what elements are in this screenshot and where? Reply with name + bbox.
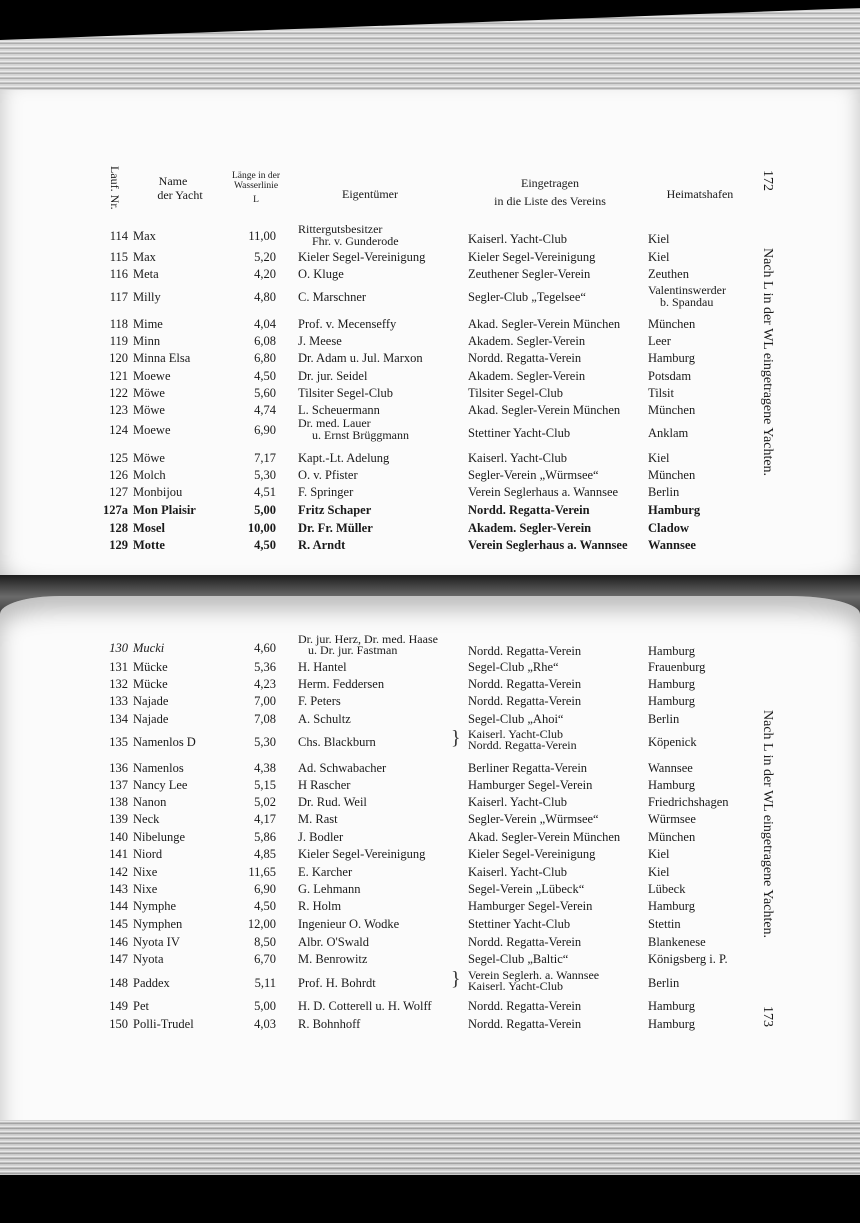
cell-owner: G. Lehmann: [298, 882, 361, 896]
cell-number: 120: [109, 351, 128, 365]
cell-owner: A. Schultz: [298, 712, 351, 726]
cell-yacht-name: Molch: [133, 468, 166, 482]
cell-yacht-name: Meta: [133, 267, 159, 281]
cell-owner: Dr. Adam u. Jul. Marxon: [298, 351, 423, 365]
cell-club: Kaiserl. Yacht-Club: [468, 727, 563, 741]
cell-yacht-name: Nymphen: [133, 917, 183, 931]
cell-club-line2: Kaiserl. Yacht-Club: [468, 979, 563, 993]
header-name-line1: Name: [158, 174, 188, 188]
cell-owner: H. Hantel: [298, 660, 347, 674]
cell-club: Segler-Verein „Würmsee“: [468, 812, 599, 826]
cell-length: 5,00: [254, 999, 276, 1013]
cell-length: 5,20: [254, 250, 276, 264]
cell-club: Kaiserl. Yacht-Club: [468, 232, 567, 246]
cell-number: 139: [109, 812, 128, 826]
cell-number: 148: [109, 976, 128, 990]
table-row: [0, 847, 860, 865]
cell-number: 130: [109, 641, 128, 655]
cell-owner: Prof. v. Mecenseffy: [298, 317, 397, 331]
cell-port-line2: b. Spandau: [660, 295, 714, 309]
cell-port: München: [648, 317, 696, 331]
header-club-line2: in die Liste des Vereins: [494, 194, 606, 208]
cell-length: 10,00: [247, 521, 276, 535]
table-row: [0, 416, 860, 442]
cell-number: 147: [109, 952, 128, 966]
cell-length: 4,50: [254, 538, 276, 552]
table-row: [0, 521, 860, 539]
cell-length: 5,11: [254, 976, 276, 990]
cell-length: 7,17: [254, 451, 276, 465]
cell-number: 145: [109, 917, 128, 931]
table-row: [0, 250, 860, 268]
header-length-line3: L: [253, 195, 259, 205]
table-row: [0, 727, 860, 753]
header-lauf-nr: Lauf. Nr.: [108, 166, 122, 210]
cell-yacht-name: Najade: [133, 694, 169, 708]
cell-port: Lübeck: [648, 882, 686, 896]
cell-number: 138: [109, 795, 128, 809]
cell-number: 149: [109, 999, 128, 1013]
table-row: [0, 712, 860, 730]
cell-club: Kaiserl. Yacht-Club: [468, 865, 567, 879]
cell-club: Verein Seglerhaus a. Wannsee: [468, 485, 619, 499]
table-row: [0, 917, 860, 935]
table-row: [0, 882, 860, 900]
cell-yacht-name: Minn: [133, 334, 161, 348]
cell-length: 6,90: [254, 423, 276, 437]
cell-port: München: [648, 830, 696, 844]
cell-owner: M. Benrowitz: [298, 952, 368, 966]
cell-club: Kieler Segel-Vereinigung: [468, 847, 596, 861]
cell-owner: E. Karcher: [298, 865, 353, 879]
cell-owner: J. Bodler: [298, 830, 344, 844]
cell-length: 4,38: [254, 761, 276, 775]
table-row: [0, 761, 860, 779]
cell-port: Berlin: [648, 485, 680, 499]
cell-number: 115: [109, 250, 128, 264]
cell-port: Königsberg i. P.: [648, 952, 728, 966]
cell-length: 7,08: [254, 712, 276, 726]
cell-yacht-name: Najade: [133, 712, 169, 726]
cell-owner-line2: u. Ernst Brüggmann: [312, 428, 409, 442]
table-row: [0, 503, 860, 521]
cell-owner: C. Marschner: [298, 290, 367, 304]
table-row: [0, 660, 860, 678]
cell-club: Akad. Segler-Verein München: [468, 317, 621, 331]
cell-port: Kiel: [648, 250, 670, 264]
cell-owner: Kapt.-Lt. Adelung: [298, 451, 390, 465]
cell-number: 140: [109, 830, 128, 844]
cell-owner: F. Springer: [298, 485, 354, 499]
cell-length: 5,02: [254, 795, 276, 809]
cell-owner: Dr. med. Lauer: [298, 416, 371, 430]
table-row: [0, 935, 860, 953]
cell-port: Tilsit: [648, 386, 674, 400]
table-row: [0, 694, 860, 712]
cell-yacht-name: Polli-Trudel: [133, 1017, 194, 1031]
cell-port: Hamburg: [648, 644, 695, 658]
cell-owner: Kieler Segel-Vereinigung: [298, 847, 426, 861]
cell-club: Akadem. Segler-Verein: [468, 334, 586, 348]
header-length-line1: Länge in der: [231, 171, 280, 181]
cell-length: 5,30: [254, 735, 276, 749]
cell-club: Zeuthener Segler-Verein: [468, 267, 591, 281]
side-title-bottom: Nach L in der WL eingetragene Yachten.: [760, 710, 775, 939]
table-row: [0, 386, 860, 404]
table-row: [0, 778, 860, 796]
cell-yacht-name: Motte: [133, 538, 165, 552]
cell-yacht-name: Minna Elsa: [133, 351, 191, 365]
cell-number: 150: [109, 1017, 128, 1031]
cell-yacht-name: Mücke: [133, 677, 168, 691]
cell-number: 122: [109, 386, 128, 400]
cell-club: Hamburger Segel-Verein: [468, 778, 593, 792]
table-row: [0, 222, 860, 248]
cell-yacht-name: Milly: [133, 290, 161, 304]
cell-yacht-name: Möwe: [133, 451, 165, 465]
cell-number: 143: [109, 882, 128, 896]
cell-owner: H Rascher: [298, 778, 351, 792]
cell-owner: Ingenieur O. Wodke: [298, 917, 400, 931]
cell-number: 127a: [103, 503, 128, 517]
cell-club: Nordd. Regatta-Verein: [468, 694, 582, 708]
cell-club: Segler-Verein „Würmsee“: [468, 468, 599, 482]
cell-yacht-name: Möwe: [133, 386, 165, 400]
cell-club: Akad. Segler-Verein München: [468, 403, 621, 417]
side-title-top: Nach L in der WL eingetragene Yachten.: [760, 248, 775, 477]
cell-club: Verein Seglerhaus a. Wannsee: [468, 538, 628, 552]
cell-port: Stettin: [648, 917, 681, 931]
cell-number: 144: [109, 899, 128, 913]
cell-owner: R. Holm: [298, 899, 342, 913]
cell-length: 4,03: [254, 1017, 276, 1031]
cell-length: 12,00: [247, 917, 276, 931]
table-row: [0, 830, 860, 848]
cell-port: Anklam: [648, 426, 689, 440]
cell-yacht-name: Nanon: [133, 795, 167, 809]
cell-yacht-name: Max: [133, 250, 156, 264]
cell-club: Kieler Segel-Vereinigung: [468, 250, 596, 264]
cell-yacht-name: Nymphe: [133, 899, 177, 913]
cell-owner: Dr. jur. Seidel: [298, 369, 368, 383]
cell-owner: Prof. H. Bohrdt: [298, 976, 376, 990]
cell-club: Nordd. Regatta-Verein: [468, 677, 582, 691]
cell-owner: J. Meese: [298, 334, 342, 348]
cell-port: Kiel: [648, 865, 670, 879]
cell-yacht-name: Namenlos D: [133, 735, 196, 749]
cell-club: Verein Seglerh. a. Wannsee: [468, 968, 600, 982]
cell-club: Segel-Verein „Lübeck“: [468, 882, 585, 896]
cell-club: Nordd. Regatta-Verein: [468, 935, 582, 949]
cell-length: 4,50: [254, 369, 276, 383]
cell-length: 5,60: [254, 386, 276, 400]
cell-yacht-name: Namenlos: [133, 761, 184, 775]
cell-yacht-name: Monbijou: [133, 485, 183, 499]
table-row: [0, 795, 860, 813]
table-row: [0, 267, 860, 285]
cell-owner: Albr. O'Swald: [298, 935, 370, 949]
cell-number: 134: [109, 712, 128, 726]
cell-owner: Rittergutsbesitzer: [298, 222, 383, 236]
cell-club: Stettiner Yacht-Club: [468, 917, 571, 931]
brace-mark: }: [451, 727, 461, 749]
cell-length: 5,36: [254, 660, 276, 674]
cell-owner: Chs. Blackburn: [298, 735, 376, 749]
cell-number: 137: [109, 778, 128, 792]
cell-club: Kaiserl. Yacht-Club: [468, 451, 567, 465]
cell-number: 121: [109, 369, 128, 383]
cell-port: Leer: [648, 334, 671, 348]
cell-number: 123: [109, 403, 128, 417]
cell-length: 4,74: [254, 403, 276, 417]
cell-port: Berlin: [648, 976, 680, 990]
header-club: [470, 176, 630, 208]
cell-port: Cladow: [648, 521, 689, 535]
cell-port: Zeuthen: [648, 267, 689, 281]
cell-yacht-name: Mücke: [133, 660, 168, 674]
cell-port: Hamburg: [648, 999, 695, 1013]
cell-port: Würmsee: [648, 812, 696, 826]
table-row: [0, 403, 860, 421]
cell-yacht-name: Moewe: [133, 423, 171, 437]
cell-length: 6,90: [254, 882, 276, 896]
cell-port: Hamburg: [648, 694, 695, 708]
cell-club: Hamburger Segel-Verein: [468, 899, 593, 913]
cell-owner: Tilsiter Segel-Club: [298, 386, 394, 400]
table-row: [0, 865, 860, 883]
cell-club: Kaiserl. Yacht-Club: [468, 795, 567, 809]
cell-number: 119: [109, 334, 128, 348]
table-row: [0, 317, 860, 335]
table-row: [0, 334, 860, 352]
table-row: [0, 677, 860, 695]
cell-yacht-name: Nancy Lee: [133, 778, 188, 792]
cell-number: 117: [109, 290, 128, 304]
cell-owner: O. v. Pfister: [298, 468, 358, 482]
table-row: [0, 968, 860, 994]
cell-club: Stettiner Yacht-Club: [468, 426, 571, 440]
cell-yacht-name: Neck: [133, 812, 160, 826]
book-page-edges-bottom: [0, 1120, 860, 1175]
cell-number: 133: [109, 694, 128, 708]
header-name-line2: der Yacht: [157, 188, 203, 202]
cell-port: München: [648, 468, 696, 482]
cell-number: 125: [109, 451, 128, 465]
cell-club: Segel-Club „Ahoi“: [468, 712, 564, 726]
cell-port: Wannsee: [648, 538, 696, 552]
cell-number: 116: [109, 267, 128, 281]
cell-length: 4,04: [254, 317, 276, 331]
cell-yacht-name: Paddex: [133, 976, 170, 990]
cell-length: 5,15: [254, 778, 276, 792]
table-row: [0, 369, 860, 387]
cell-length: 6,08: [254, 334, 276, 348]
cell-club: Nordd. Regatta-Verein: [468, 1017, 582, 1031]
table-row: [0, 485, 860, 503]
cell-owner: Fritz Schaper: [298, 503, 372, 517]
cell-owner-line2: Fhr. v. Gunderode: [312, 234, 399, 248]
cell-owner: Ad. Schwabacher: [298, 761, 387, 775]
cell-owner: Herm. Feddersen: [298, 677, 385, 691]
cell-yacht-name: Nyota: [133, 952, 164, 966]
cell-length: 4,23: [254, 677, 276, 691]
cell-club: Nordd. Regatta-Verein: [468, 351, 582, 365]
cell-length: 4,20: [254, 267, 276, 281]
cell-port: Valentinswerder: [648, 283, 726, 297]
table-row: [0, 999, 860, 1017]
cell-length: 6,80: [254, 351, 276, 365]
cell-club: Berliner Regatta-Verein: [468, 761, 588, 775]
cell-number: 126: [109, 468, 128, 482]
cell-club: Akadem. Segler-Verein: [468, 521, 592, 535]
cell-number: 136: [109, 761, 128, 775]
cell-yacht-name: Mucki: [133, 641, 165, 655]
cell-club-line2: Nordd. Regatta-Verein: [468, 738, 577, 752]
cell-length: 4,51: [254, 485, 276, 499]
cell-number: 135: [109, 735, 128, 749]
cell-port: Potsdam: [648, 369, 692, 383]
header-club-line1: Eingetragen: [521, 176, 579, 190]
cell-length: 5,00: [254, 503, 276, 517]
cell-number: 129: [109, 538, 128, 552]
cell-number: 141: [109, 847, 128, 861]
cell-yacht-name: Nixe: [133, 882, 158, 896]
cell-port: Wannsee: [648, 761, 693, 775]
cell-length: 4,80: [254, 290, 276, 304]
cell-yacht-name: Nyota IV: [133, 935, 180, 949]
cell-club: Tilsiter Segel-Club: [468, 386, 564, 400]
table-row: [0, 899, 860, 917]
cell-port: Friedrichshagen: [648, 795, 729, 809]
cell-port: Kiel: [648, 451, 670, 465]
page-number-172: 172: [760, 170, 775, 191]
cell-port: Frauenburg: [648, 660, 706, 674]
cell-owner: F. Peters: [298, 694, 341, 708]
cell-port: Hamburg: [648, 503, 701, 517]
cell-port: Hamburg: [648, 899, 695, 913]
cell-length: 8,50: [254, 935, 276, 949]
cell-owner: R. Bohnhoff: [298, 1017, 361, 1031]
cell-yacht-name: Nibelunge: [133, 830, 186, 844]
table-row: [0, 812, 860, 830]
cell-owner: Dr. Fr. Müller: [298, 521, 373, 535]
cell-owner: L. Scheuermann: [298, 403, 380, 417]
book-page-edges-top: [0, 0, 860, 100]
cell-number: 114: [109, 229, 128, 243]
cell-club: Segel-Club „Baltic“: [468, 952, 569, 966]
cell-owner: O. Kluge: [298, 267, 344, 281]
page-number-173: 173: [760, 1006, 775, 1027]
cell-owner-line2: u. Dr. jur. Fastman: [308, 643, 398, 657]
cell-club: Akad. Segler-Verein München: [468, 830, 621, 844]
cell-port: Hamburg: [648, 677, 695, 691]
cell-yacht-name: Mosel: [133, 521, 165, 535]
cell-port: Hamburg: [648, 351, 695, 365]
cell-club: Segel-Club „Rhe“: [468, 660, 559, 674]
header-length-line2: Wasserlinie: [233, 181, 279, 191]
cell-club: Akadem. Segler-Verein: [468, 369, 586, 383]
cell-yacht-name: Niord: [133, 847, 163, 861]
cell-number: 124: [109, 423, 128, 437]
cell-number: 118: [109, 317, 128, 331]
cell-owner: R. Arndt: [298, 538, 346, 552]
table-row: [0, 538, 860, 556]
cell-length: 4,60: [254, 641, 276, 655]
cell-yacht-name: Nixe: [133, 865, 158, 879]
cell-owner: H. D. Cotterell u. H. Wolff: [298, 999, 432, 1013]
cell-length: 11,00: [248, 229, 276, 243]
cell-port: Kiel: [648, 847, 670, 861]
cell-owner: M. Rast: [298, 812, 338, 826]
cell-yacht-name: Mime: [133, 317, 163, 331]
cell-yacht-name: Mon Plaisir: [133, 503, 196, 517]
cell-length: 4,50: [254, 899, 276, 913]
header-length: [220, 171, 292, 205]
table-row: [0, 451, 860, 469]
cell-number: 131: [109, 660, 128, 674]
cell-club: Segler-Club „Tegelsee“: [468, 290, 586, 304]
cell-number: 127: [109, 485, 128, 499]
cell-port: München: [648, 403, 696, 417]
cell-length: 11,65: [248, 865, 276, 879]
cell-length: 7,00: [254, 694, 276, 708]
cell-yacht-name: Max: [133, 229, 156, 243]
cell-number: 132: [109, 677, 128, 691]
cell-club: Nordd. Regatta-Verein: [468, 503, 590, 517]
table-row: [0, 632, 860, 659]
table-row: [0, 952, 860, 970]
cell-club: Nordd. Regatta-Verein: [468, 999, 582, 1013]
cell-club: Nordd. Regatta-Verein: [468, 644, 582, 658]
cell-owner: Dr. jur. Herz, Dr. med. Haase: [298, 632, 438, 646]
brace-mark: }: [451, 968, 461, 990]
table-row: [0, 283, 860, 309]
cell-length: 4,85: [254, 847, 276, 861]
cell-port: Köpenick: [648, 735, 697, 749]
cell-port: Hamburg: [648, 778, 695, 792]
cell-number: 142: [109, 865, 128, 879]
cell-length: 4,17: [254, 812, 276, 826]
cell-port: Blankenese: [648, 935, 706, 949]
cell-yacht-name: Moewe: [133, 369, 171, 383]
cell-length: 5,30: [254, 468, 276, 482]
header-owner: Eigentümer: [342, 187, 398, 201]
cell-yacht-name: Möwe: [133, 403, 165, 417]
cell-port: Berlin: [648, 712, 680, 726]
cell-number: 128: [109, 521, 128, 535]
cell-port: Kiel: [648, 232, 670, 246]
cell-length: 6,70: [254, 952, 276, 966]
cell-port: Hamburg: [648, 1017, 695, 1031]
table-row: [0, 468, 860, 486]
table-row: [0, 1017, 860, 1035]
cell-number: 146: [109, 935, 128, 949]
table-row: [0, 351, 860, 369]
cell-owner: Kieler Segel-Vereinigung: [298, 250, 426, 264]
cell-yacht-name: Pet: [133, 999, 149, 1013]
header-name: [133, 174, 213, 202]
cell-owner: Dr. Rud. Weil: [298, 795, 367, 809]
header-port: Heimatshafen: [666, 187, 734, 201]
cell-length: 5,86: [254, 830, 276, 844]
